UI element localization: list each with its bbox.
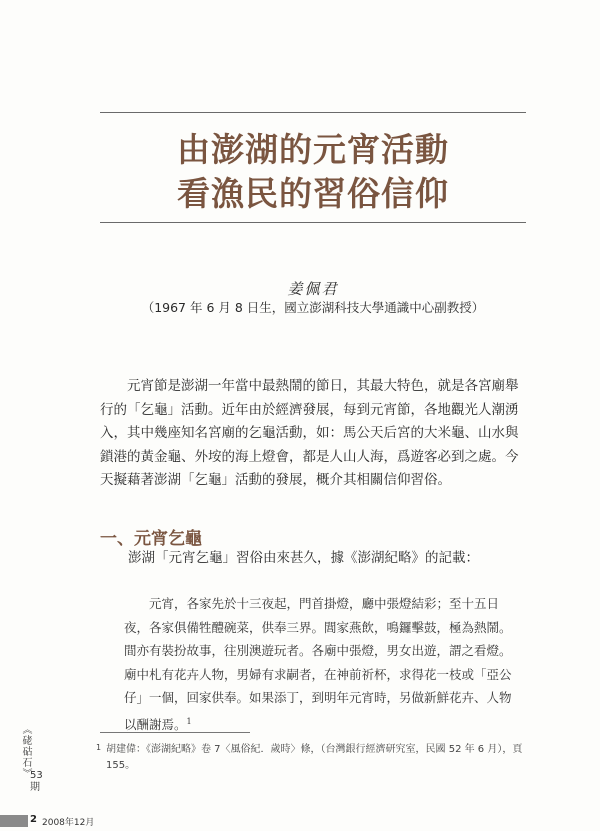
issue-label: 期 xyxy=(30,782,40,793)
section-heading: 一、元宵乞龜 xyxy=(100,529,202,549)
author-affiliation: （1967 年 6 月 8 日生，國立澎湖科技大學通識中心副教授） xyxy=(141,300,485,315)
body-paragraph-1: 元宵節是澎湖一年當中最熱鬧的節日，其最大特色，就是各宮廟舉行的「乞龜」活動。近年由於經濟發展，每到元宵節，各地觀光人潮湧入，其中幾座知名宮廟的乞龜活動，如：馬公天后宮的大米龜、山水與鎖港的黃金龜、外垵的海上燈會，都是人山人海，爲遊客必到之處。今天擬藉著澎湖「乞龜」活動的發展，概介其相關信仰習俗。 xyxy=(100,378,519,488)
article-title-line1: 由澎湖的元宵活動 xyxy=(177,130,449,169)
footnote-number: 1 xyxy=(96,743,102,752)
page-number-bar xyxy=(0,815,28,827)
quote-text: 元宵，各家先於十三夜起，門首掛燈，廳中張燈結彩；至十五日夜，各家俱備牲醴碗菜，供奉三界。閭家燕飲，鳴鑼擊鼓，極為熱鬧。間亦有裝扮故事，往別澳遊玩者。各廟中張燈，男女出遊，謂之看燈。廟中札有花卉人物，男婦有求嗣者，在神前祈杯，求得花一枝或「亞公仔」一個，回家供奉。如果添丁，到明年元宵時，另做新鮮花卉、人物以酬謝焉。 xyxy=(124,596,512,732)
article-title-line2: 看漁民的習俗信仰 xyxy=(177,174,449,213)
author-name: 姜佩君 xyxy=(287,280,339,298)
issue-number: 53 xyxy=(30,770,43,781)
title-rule-top xyxy=(100,112,526,113)
footnote-rule xyxy=(100,732,250,733)
title-rule-bottom xyxy=(100,222,526,223)
block-quote xyxy=(124,592,522,736)
footnote-ref: 1 xyxy=(186,716,192,726)
footnote xyxy=(96,742,526,774)
footnote-text: 胡建偉：《澎湖紀略》卷 7〈風俗紀．歲時〉條，（台灣銀行經濟研究室，民國 52 年 6 月），頁 155。 xyxy=(106,744,523,771)
issue-date: 2008年12月 xyxy=(42,818,95,828)
journal-name: 《硓𥑮石》 xyxy=(20,724,31,779)
issue-info xyxy=(30,770,43,794)
section-intro: 澎湖「元宵乞龜」習俗由來甚久，據《澎湖紀略》的記載： xyxy=(128,550,479,566)
page-number: 2 xyxy=(30,814,37,825)
